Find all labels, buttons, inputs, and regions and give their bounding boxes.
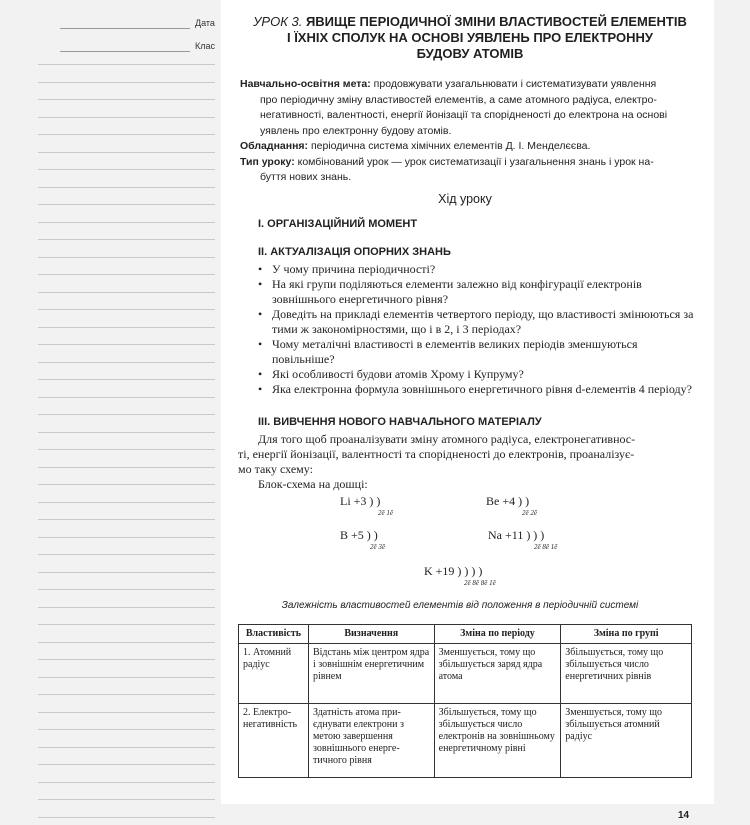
- note-line: [38, 572, 215, 573]
- intro-line-2: ті, енергії йонізації, валентності та спорідненості до електронів, проаналізує-: [238, 447, 635, 461]
- note-line: [38, 274, 215, 275]
- lesson-type-line-1: комбінований урок — урок систематизації і узагальнення знань і урок на-: [294, 155, 654, 168]
- note-line: [38, 169, 215, 170]
- intro-text: [238, 432, 694, 492]
- note-line: [38, 117, 215, 118]
- note-line: [38, 204, 215, 205]
- list-item: • Яка електронна формула зовнішнього енергетичного рівня d-елементів 4 періоду?: [258, 382, 694, 397]
- note-line: [38, 537, 215, 538]
- atom-na-label: Na +11 ) ) ): [488, 528, 545, 542]
- note-line: [38, 764, 215, 765]
- note-line: [38, 747, 215, 748]
- note-line: [38, 152, 215, 153]
- equipment-text: періодична система хімічних елементів Д. І. Менделєєва.: [308, 140, 591, 152]
- atom-b: [340, 528, 385, 551]
- table-caption: Залежність властивостей елементів від положення в періодичній системі: [281, 600, 639, 611]
- goal-line-3: негативності, валентності, енергії йонізації та спорідненості до електрона на основі: [260, 109, 668, 121]
- table-cell: Збільшується, тому що збільшується число енергетичних рівнів: [561, 644, 692, 704]
- lesson-type-label: Тип уроку:: [240, 155, 295, 168]
- lesson-number: УРОК 3.: [253, 14, 303, 29]
- atom-na: [488, 528, 558, 551]
- title-line-1: ЯВИЩЕ ПЕРІОДИЧНОЇ ЗМІНИ ВЛАСТИВОСТЕЙ ЕЛЕМЕНТІВ: [305, 14, 687, 29]
- table-header: Визначення: [308, 625, 434, 644]
- note-line: [38, 414, 215, 415]
- table-cell: 1. Атомний радіус: [239, 644, 309, 704]
- intro-line-4: Блок-схема на дошці:: [258, 477, 368, 491]
- note-line: [38, 554, 215, 555]
- properties-table: [238, 624, 692, 778]
- note-line: [38, 607, 215, 608]
- note-line: [38, 589, 215, 590]
- note-line: [38, 642, 215, 643]
- list-item: • Які особливості будови атомів Хрому і Купруму?: [258, 367, 694, 382]
- list-item: • Доведіть на прикладі елементів четвертого періоду, що властивості змінюються за тими ж закономірностями, що і в 2, і 3 періодах?: [258, 307, 694, 337]
- table-cell: Зменшується, тому що збільшується атомний радіус: [561, 704, 692, 778]
- note-line: [38, 99, 215, 100]
- table-cell: Зменшується, тому що збільшується заряд ядра атома: [434, 644, 561, 704]
- intro-line-1: Для того щоб проаналізувати зміну атомного радіуса, електронегативнос-: [258, 432, 636, 446]
- note-line: [38, 222, 215, 223]
- atom-li-label: Li +3 ) ): [340, 494, 381, 508]
- atom-be-electrons: 2ē 2ē: [522, 509, 537, 517]
- note-line: [38, 484, 215, 485]
- note-line: [38, 292, 215, 293]
- course-heading: Хід уроку: [438, 192, 492, 206]
- note-line: [38, 134, 215, 135]
- note-line: [38, 362, 215, 363]
- note-line: [38, 239, 215, 240]
- table-row: [239, 644, 692, 704]
- note-line: [38, 624, 215, 625]
- goal-line-2: про періодичну зміну властивостей елементів, а саме атомного радіуса, електро-: [260, 93, 657, 106]
- note-line: [38, 659, 215, 660]
- table-cell: Відстань між центром ядра і зовнішнім енергетичним рівнем: [308, 644, 434, 704]
- goal-line-1: продовжувати узагальнювати і систематизувати уявлення: [370, 78, 657, 90]
- atom-be-label: Be +4 ) ): [486, 494, 530, 508]
- atom-k-electrons: 2ē 8ē 8ē 1ē: [464, 579, 496, 587]
- note-line: [38, 344, 215, 345]
- note-line: [38, 379, 215, 380]
- goal-label: Навчально-освітня мета:: [240, 78, 371, 90]
- table-header: Властивість: [239, 625, 309, 644]
- note-line: [38, 677, 215, 678]
- note-line: [38, 712, 215, 713]
- atom-li: [340, 494, 393, 517]
- note-line: [38, 502, 215, 503]
- section-1-heading: I. ОРГАНІЗАЦІЙНИЙ МОМЕНТ: [258, 218, 418, 230]
- note-line: [38, 82, 215, 83]
- note-line: [38, 519, 215, 520]
- goal-line-4: уявлень про електронну будову атомів.: [260, 124, 452, 137]
- table-cell: Здатність атома приєднувати електрони з метою завершення зовнішнього енергетичного рівня: [308, 704, 434, 778]
- atom-k: [424, 564, 496, 587]
- title-line-3: БУДОВУ АТОМІВ: [416, 46, 524, 61]
- lesson-type-line-2: буття нових знань.: [260, 171, 352, 183]
- note-line: [38, 309, 215, 310]
- equipment-label: Обладнання:: [240, 140, 309, 152]
- table-header: Зміна по періоду: [434, 625, 561, 644]
- note-line: [38, 782, 215, 783]
- intro-line-3: мо таку схему:: [238, 462, 313, 476]
- lesson-title: [250, 14, 690, 62]
- list-item: • У чому причина періодичності?: [258, 262, 694, 277]
- title-line-2: І ЇХНІХ СПОЛУК НА ОСНОВІ УЯВЛЕНЬ ПРО ЕЛЕКТРОННУ: [286, 30, 654, 45]
- note-line: [38, 327, 215, 328]
- atom-be: [486, 494, 537, 517]
- atom-k-label: K +19 ) ) ) ): [424, 564, 483, 578]
- note-line: [38, 432, 215, 433]
- note-line: [38, 817, 215, 818]
- atom-na-electrons: 2ē 8ē 1ē: [534, 543, 558, 551]
- lesson-goal: [240, 77, 692, 186]
- table-header: Зміна по групі: [561, 625, 692, 644]
- note-line: [38, 799, 215, 800]
- notes-lines: [38, 6, 215, 825]
- section-2-heading: II. АКТУАЛІЗАЦІЯ ОПОРНИХ ЗНАНЬ: [258, 246, 451, 258]
- note-line: [38, 467, 215, 468]
- note-line: [38, 694, 215, 695]
- table-header-row: [239, 625, 692, 644]
- atom-b-label: B +5 ) ): [340, 528, 378, 542]
- table-cell: Збільшується, тому що збільшується число електронів на зовнішньому енергетичному рівні: [434, 704, 561, 778]
- list-item: • Чому металічні властивості в елементів великих періодів зменшуються повільніше?: [258, 337, 694, 367]
- date-label: Дата: [195, 18, 215, 28]
- note-line: [38, 449, 215, 450]
- class-label: Клас: [195, 41, 215, 51]
- question-list: [258, 262, 694, 397]
- atom-li-electrons: 2ē 1ē: [378, 509, 393, 517]
- note-line: [38, 64, 215, 65]
- section-3-heading: III. ВИВЧЕННЯ НОВОГО НАВЧАЛЬНОГО МАТЕРІАЛУ: [258, 416, 542, 428]
- list-item: • На які групи поділяються елементи залежно від конфігурації електронів зовнішнього енергетичного рівня?: [258, 277, 694, 307]
- page-number: 14: [678, 810, 690, 821]
- atom-b-electrons: 2ē 3ē: [370, 543, 385, 551]
- note-line: [38, 729, 215, 730]
- note-line: [38, 257, 215, 258]
- table-row: [239, 704, 692, 778]
- table-cell: 2. Електронегативність: [239, 704, 309, 778]
- note-line: [38, 397, 215, 398]
- note-line: [38, 187, 215, 188]
